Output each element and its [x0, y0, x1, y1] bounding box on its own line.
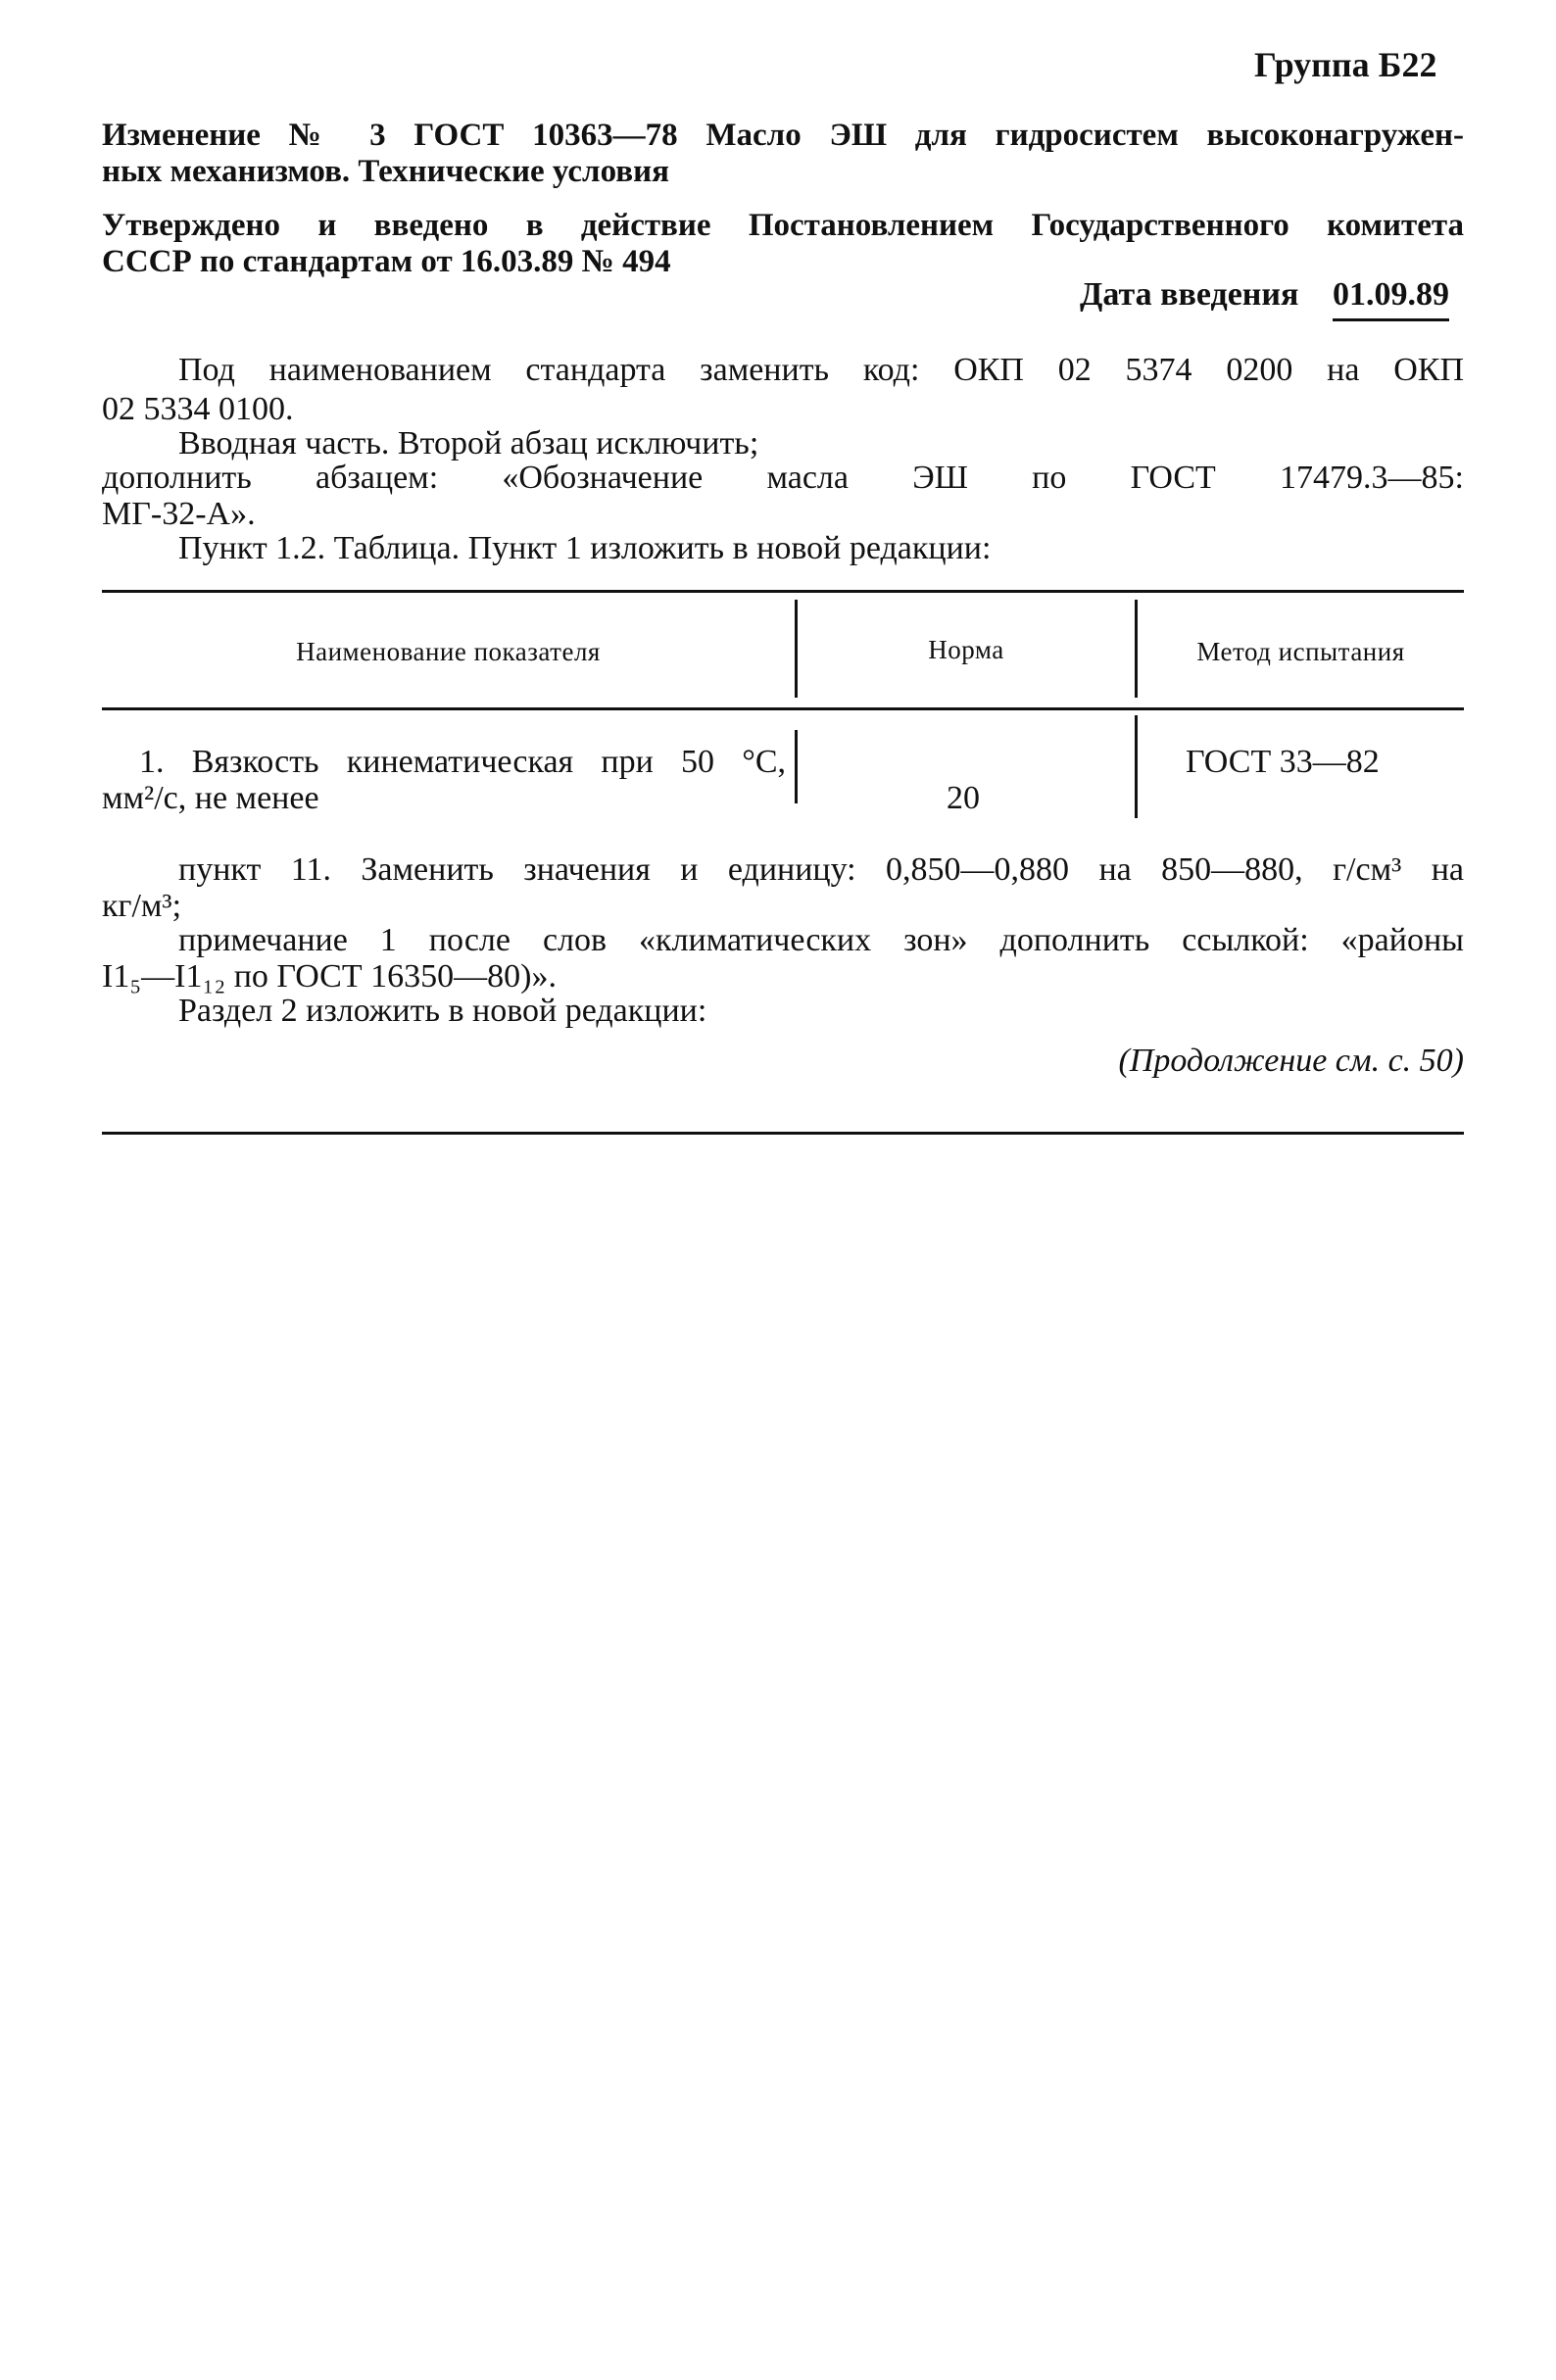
- table-header-method: Метод испытания: [1196, 637, 1405, 666]
- table-cell-norm: 20: [947, 780, 980, 816]
- paragraph-table-intro: Пункт 1.2. Таблица. Пункт 1 изложить в новой редакции:: [178, 530, 992, 566]
- paragraph-item-11-line-2: кг/м³;: [102, 888, 182, 924]
- table-cell-method: ГОСТ 33—82: [1186, 744, 1380, 780]
- paragraph-designation-line-2: МГ-32-А».: [102, 496, 256, 532]
- approved-line-2: СССР по стандартам от 16.03.89 № 494: [102, 244, 671, 279]
- paragraph-note-line-2: I1₅—I1₁₂ по ГОСТ 16350—80)».: [102, 958, 557, 995]
- paragraph-okp-line-1: Под наименованием стандарта заменить код: ОКП 02 5374 0200 на ОКП: [178, 352, 1464, 388]
- table-header-indicator: Наименование показателя: [296, 637, 601, 666]
- title-line-2: ных механизмов. Технические условия: [102, 154, 669, 189]
- paragraph-designation-line-1: дополнить абзацем: «Обозначение масла ЭШ по ГОСТ 17479.3—85:: [102, 460, 1464, 496]
- page-bottom-rule: [102, 1132, 1464, 1135]
- continued-note: (Продолжение см. с. 50): [1118, 1043, 1464, 1079]
- table-header-norm: Норма: [928, 635, 1004, 664]
- title-line-1: Изменение № 3 ГОСТ 10363—78 Масло ЭШ для гидросистем высоконагружен-: [102, 118, 1464, 153]
- paragraph-note-line-1: примечание 1 после слов «климатических зон» дополнить ссылкой: «районы: [178, 922, 1464, 958]
- table-header-rule: [102, 707, 1464, 710]
- paragraph-item-11-line-1: пункт 11. Заменить значения и единицу: 0,850—0,880 на 850—880, г/см³ на: [178, 851, 1464, 888]
- paragraph-intro: Вводная часть. Второй абзац исключить;: [178, 425, 759, 461]
- table-cell-name-line-2: мм²/с, не менее: [102, 780, 319, 816]
- approved-line-1: Утверждено и введено в действие Постановлением Государственного комитета: [102, 208, 1464, 243]
- group-code: Группа Б22: [1254, 45, 1437, 84]
- table-divider: [795, 730, 798, 803]
- effective-date: 01.09.89: [1333, 275, 1449, 321]
- paragraph-okp-line-2: 02 5334 0100.: [102, 391, 294, 427]
- paragraph-section-2: Раздел 2 изложить в новой редакции:: [178, 993, 707, 1029]
- effective-date-label: Дата введения: [1080, 276, 1299, 313]
- table-top-rule: [102, 590, 1464, 593]
- table-cell-name-line-1: 1. Вязкость кинематическая при 50 °С,: [139, 744, 786, 780]
- table-divider: [1135, 715, 1138, 818]
